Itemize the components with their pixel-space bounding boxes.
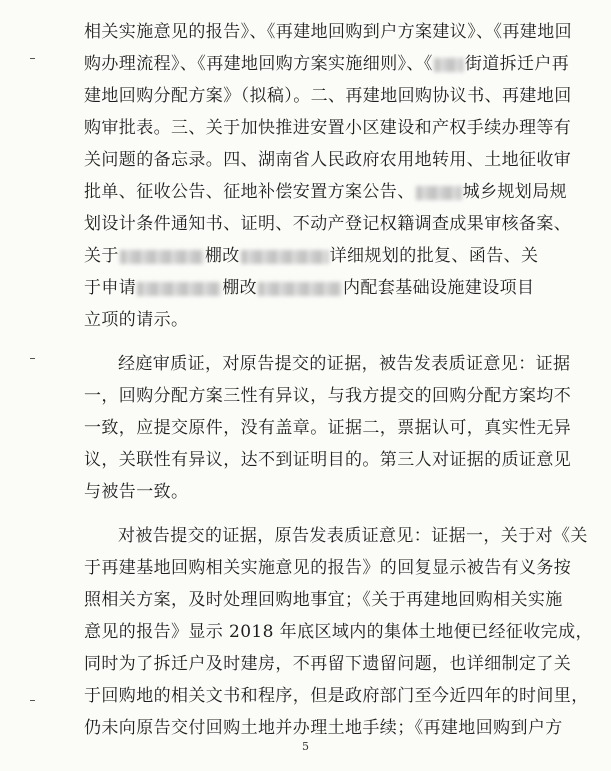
text-segment: 购审批表。三、关于加快推进安置小区建设和产权手续办理等有 (84, 118, 572, 138)
text-line (84, 412, 572, 444)
text-segment: 棚改 (222, 278, 258, 298)
redacted-text (258, 282, 342, 296)
text-segment: 关于 (84, 246, 119, 266)
text-line (84, 176, 568, 208)
text-segment: 仍未向原告交付回购土地并办理土地手续；《再建地回购到户方 (84, 718, 563, 738)
paragraph (84, 348, 572, 508)
page-number: 5 (302, 740, 309, 753)
redacted-text (241, 250, 329, 264)
text-line (84, 584, 563, 616)
text-segment: 议，关联性有异议，达不到证明目的。第三人对证据的质证意见 (84, 450, 572, 470)
margin-mark (30, 700, 35, 701)
text-line (84, 476, 546, 508)
text-segment: 与被告一致。 (84, 482, 189, 502)
text-segment: 立项的请示。 (84, 310, 189, 330)
text-segment: 于回购地的相关文书和程序，但是政府部门至今近四年的时间里， (84, 686, 589, 706)
paragraph-gap (84, 336, 546, 348)
redacted-text (434, 58, 464, 72)
text-line (84, 144, 572, 176)
text-segment: 对被告提交的证据，原告发表质证意见：证据一，关于对《关 (118, 526, 588, 546)
margin-mark (30, 358, 35, 359)
text-segment: 详细规划的批复、函告、关 (329, 246, 539, 266)
text-segment: 照相关方案，及时处理回购地事宜；《关于再建地回购相关实施 (84, 590, 563, 610)
text-segment: 于申请 (84, 278, 137, 298)
text-line (84, 112, 572, 144)
text-segment: 意见的报告》显示 2018 年底区域内的集体土地便已经征收完成， (84, 622, 593, 642)
text-line (84, 680, 589, 712)
text-line (84, 48, 570, 80)
text-segment: 关问题的备忘录。四、湖南省人民政府农用地转用、土地征收审 (84, 150, 572, 170)
text-segment: 内配套基础设施建设项目 (343, 278, 535, 298)
text-segment: 经庭审质证，对原告提交的证据，被告发表质证意见：证据 (118, 354, 571, 374)
redacted-text (137, 282, 221, 296)
text-segment: 同时为了拆迁户及时建房，不再留下遗留问题，也详细制定了关 (84, 654, 572, 674)
text-segment: 于再建基地回购相关实施意见的报告》的回复显示被告有义务按 (84, 558, 572, 578)
text-segment: 建地回购分配方案》（拟稿）。二、再建地回购协议书、再建地回 (84, 86, 572, 106)
text-segment: 一致，应提交原件，没有盖章。证据二，票据认可，真实性无异 (84, 418, 572, 438)
text-segment: 批单、征收公告、征地补偿安置方案公告、 (84, 182, 415, 202)
redacted-text (120, 250, 204, 264)
text-segment: 街道拆迁户再 (464, 54, 570, 74)
text-line (84, 616, 593, 648)
text-line (84, 304, 546, 336)
document-body (84, 16, 593, 744)
text-line (84, 648, 572, 680)
text-segment: 棚改 (204, 246, 240, 266)
paragraph (84, 520, 593, 744)
redacted-text (416, 186, 462, 200)
margin-mark (30, 58, 35, 59)
text-segment: 划设计条件通知书、证明、不动产登记权籍调查成果审核备案、 (84, 214, 572, 234)
text-line (84, 520, 588, 552)
text-line (84, 16, 572, 48)
text-segment: 购办理流程》、《再建地回购方案实施细则》、《 (84, 54, 433, 74)
text-segment: 一，回购分配方案三性有异议，与我方提交的回购分配方案均不 (84, 386, 572, 406)
paragraph-gap (84, 508, 546, 520)
text-segment: 城乡规划局规 (462, 182, 568, 202)
text-line (84, 240, 546, 272)
paragraph (84, 16, 572, 336)
text-segment: 相关实施意见的报告》、《再建地回购到户方案建议》、《再建地回 (84, 22, 572, 42)
text-line (84, 380, 572, 412)
text-line (84, 552, 572, 584)
text-line (84, 208, 572, 240)
text-line (84, 444, 572, 476)
text-line (84, 80, 572, 112)
text-line (84, 272, 546, 304)
text-line (84, 348, 571, 380)
